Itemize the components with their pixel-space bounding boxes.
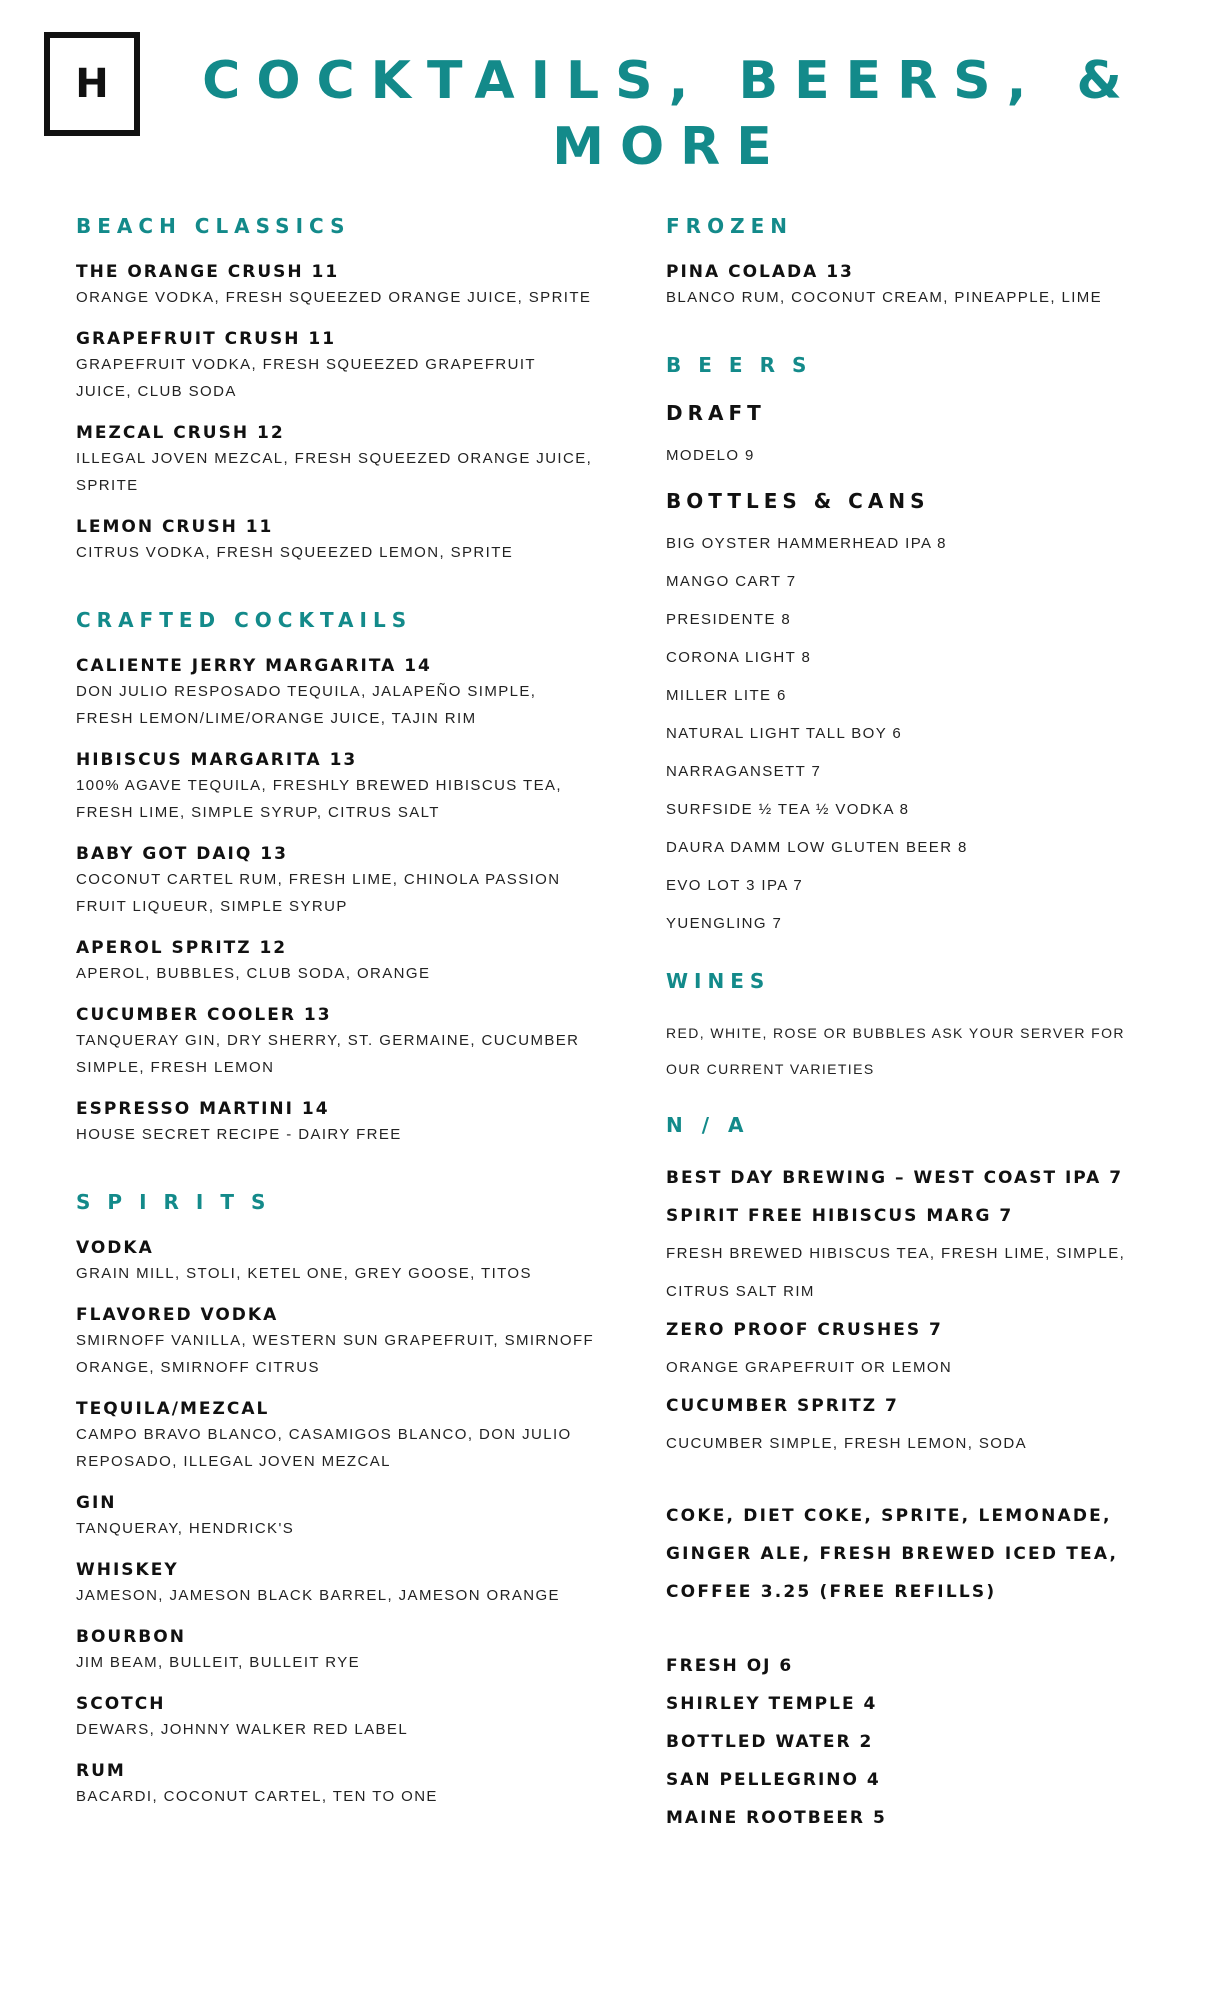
item-name: THE ORANGE CRUSH 11 [76, 262, 340, 282]
spacer [666, 1087, 1166, 1113]
item-description: COCONUT CARTEL RUM, FRESH LIME, CHINOLA PASSION FRUIT LIQUEUR, SIMPLE SYRUP [76, 871, 561, 915]
item-name: SCOTCH [76, 1694, 166, 1714]
item-name: GRAPEFRUIT CRUSH 11 [76, 329, 337, 349]
section-heading: CRAFTED COCKTAILS [76, 608, 413, 632]
section-heading: SPIRITS [76, 1190, 283, 1214]
na-item-name: ZERO PROOF CRUSHES 7 [666, 1320, 943, 1340]
extra-item: MAINE ROOTBEER 5 [666, 1808, 887, 1828]
bottles-cans-heading: BOTTLES & CANS [666, 489, 930, 513]
item-name: TEQUILA/MEZCAL [76, 1399, 270, 1419]
section-spirits [76, 1190, 596, 1810]
menu-item [76, 1097, 596, 1148]
menu-item [76, 327, 596, 405]
extra-item: SAN PELLEGRINO 4 [666, 1770, 881, 1790]
section-heading: FROZEN [666, 214, 793, 238]
menu-item [76, 515, 596, 566]
spacer [666, 475, 1166, 487]
beer-item: PRESIDENTE 8 [666, 611, 792, 628]
section-heading: BEACH CLASSICS [76, 214, 351, 238]
beer-item: BIG OYSTER HAMMERHEAD IPA 8 [666, 535, 947, 552]
item-name: ESPRESSO MARTINI 14 [76, 1099, 330, 1119]
beer-item: MODELO 9 [666, 447, 755, 464]
section-crafted-cocktails [76, 608, 596, 1148]
extra-item: FRESH OJ 6 [666, 1656, 794, 1676]
section-frozen [666, 214, 1166, 311]
item-description: ILLEGAL JOVEN MEZCAL, FRESH SQUEEZED ORANGE JUICE, SPRITE [76, 450, 593, 494]
extra-item: BOTTLED WATER 2 [666, 1732, 874, 1752]
logo [44, 32, 140, 136]
item-description: BACARDI, COCONUT CARTEL, TEN TO ONE [76, 1788, 438, 1805]
beer-item: EVO LOT 3 IPA 7 [666, 877, 804, 894]
page-title: COCKTAILS, BEERS, & MORE [202, 51, 1138, 177]
item-description: 100% AGAVE TEQUILA, FRESHLY BREWED HIBISCUS TEA, FRESH LIME, SIMPLE SYRUP, CITRUS SALT [76, 777, 562, 821]
item-description: JIM BEAM, BULLEIT, BULLEIT RYE [76, 1654, 361, 1671]
section-heading: BEERS [666, 353, 824, 377]
item-name: GIN [76, 1493, 117, 1513]
beer-item: MANGO CART 7 [666, 573, 797, 590]
menu-item [76, 260, 596, 311]
item-name: FLAVORED VODKA [76, 1305, 279, 1325]
beer-item: NARRAGANSETT 7 [666, 763, 822, 780]
item-description: HOUSE SECRET RECIPE - DAIRY FREE [76, 1126, 402, 1143]
left-column [76, 214, 596, 1826]
beer-item: MILLER LITE 6 [666, 687, 787, 704]
draft-heading: DRAFT [666, 401, 766, 425]
beer-item: YUENGLING 7 [666, 915, 783, 932]
item-description: BLANCO RUM, COCONUT CREAM, PINEAPPLE, LIME [666, 289, 1103, 306]
logo-letter: H [75, 61, 109, 107]
item-description: SMIRNOFF VANILLA, WESTERN SUN GRAPEFRUIT, SMIRNOFF ORANGE, SMIRNOFF CITRUS [76, 1332, 595, 1376]
spacer [76, 1164, 596, 1190]
item-name: BABY GOT DAIQ 13 [76, 844, 288, 864]
item-description: DON JULIO RESPOSADO TEQUILA, JALAPEÑO SIMPLE, FRESH LEMON/LIME/ORANGE JUICE, TAJIN RIM [76, 683, 537, 727]
menu-item [76, 1759, 596, 1810]
item-name: BOURBON [76, 1627, 186, 1647]
item-name: RUM [76, 1761, 126, 1781]
section-wines [666, 969, 1166, 1087]
menu-item [76, 1397, 596, 1475]
item-description: GRAPEFRUIT VODKA, FRESH SQUEEZED GRAPEFRUIT JUICE, CLUB SODA [76, 356, 536, 400]
menu-item [76, 748, 596, 826]
extras-list [666, 1647, 1166, 1837]
section-heading: WINES [666, 969, 771, 993]
na-item-name: SPIRIT FREE HIBISCUS MARG 7 [666, 1206, 1014, 1226]
section-heading: N / A [666, 1113, 750, 1137]
item-name: CALIENTE JERRY MARGARITA 14 [76, 656, 432, 676]
menu-item [666, 260, 1166, 311]
item-description: ORANGE VODKA, FRESH SQUEEZED ORANGE JUICE, SPRITE [76, 289, 592, 306]
menu-item [76, 1491, 596, 1542]
menu-item [76, 1236, 596, 1287]
na-item-name: CUCUMBER SPRITZ 7 [666, 1396, 899, 1416]
na-item-description: CUCUMBER SIMPLE, FRESH LEMON, SODA [666, 1435, 1027, 1452]
item-description: TANQUERAY, HENDRICK'S [76, 1520, 295, 1537]
item-name: HIBISCUS MARGARITA 13 [76, 750, 358, 770]
menu-item [76, 1003, 596, 1081]
item-name: VODKA [76, 1238, 154, 1258]
wine-description: RED, WHITE, ROSE OR BUBBLES ASK YOUR SERVER FOR OUR CURRENT VARIETIES [666, 1025, 1125, 1077]
section-beers [666, 353, 1166, 943]
extra-item: SHIRLEY TEMPLE 4 [666, 1694, 878, 1714]
beer-item: CORONA LIGHT 8 [666, 649, 812, 666]
menu-item [76, 1558, 596, 1609]
menu-item [76, 654, 596, 732]
section-beach-classics [76, 214, 596, 566]
na-item-description: FRESH BREWED HIBISCUS TEA, FRESH LIME, SIMPLE, CITRUS SALT RIM [666, 1245, 1126, 1300]
spacer [666, 327, 1166, 353]
spacer [76, 582, 596, 608]
item-description: CITRUS VODKA, FRESH SQUEEZED LEMON, SPRITE [76, 544, 514, 561]
menu-item [76, 936, 596, 987]
spacer [666, 943, 1166, 969]
menu-item [76, 421, 596, 499]
menu-item [76, 1692, 596, 1743]
item-name: WHISKEY [76, 1560, 179, 1580]
item-description: JAMESON, JAMESON BLACK BARREL, JAMESON ORANGE [76, 1587, 560, 1604]
menu-item [76, 1303, 596, 1381]
beer-item: SURFSIDE ½ TEA ½ VODKA 8 [666, 801, 910, 818]
beer-item: DAURA DAMM LOW GLUTEN BEER 8 [666, 839, 968, 856]
item-description: APEROL, BUBBLES, CLUB SODA, ORANGE [76, 965, 431, 982]
item-description: DEWARS, JOHNNY WALKER RED LABEL [76, 1721, 409, 1738]
item-name: MEZCAL CRUSH 12 [76, 423, 285, 443]
soft-drinks: COKE, DIET COKE, SPRITE, LEMONADE, GINGER ALE, FRESH BREWED ICED TEA, COFFEE 3.25 (FREE REFILLS) [666, 1506, 1119, 1602]
beer-item: NATURAL LIGHT TALL BOY 6 [666, 725, 903, 742]
item-description: CAMPO BRAVO BLANCO, CASAMIGOS BLANCO, DON JULIO REPOSADO, ILLEGAL JOVEN MEZCAL [76, 1426, 572, 1470]
menu-item [76, 1625, 596, 1676]
item-name: CUCUMBER COOLER 13 [76, 1005, 332, 1025]
na-item-description: ORANGE GRAPEFRUIT OR LEMON [666, 1359, 953, 1376]
item-description: TANQUERAY GIN, DRY SHERRY, ST. GERMAINE, CUCUMBER SIMPLE, FRESH LEMON [76, 1032, 580, 1076]
item-description: GRAIN MILL, STOLI, KETEL ONE, GREY GOOSE, TITOS [76, 1265, 532, 1282]
na-item-name: BEST DAY BREWING – WEST COAST IPA 7 [666, 1168, 1124, 1188]
item-name: PINA COLADA 13 [666, 262, 854, 282]
item-name: LEMON CRUSH 11 [76, 517, 274, 537]
item-name: APEROL SPRITZ 12 [76, 938, 288, 958]
section-non-alcoholic [666, 1113, 1166, 1837]
right-column [666, 214, 1166, 1837]
menu-item [76, 842, 596, 920]
